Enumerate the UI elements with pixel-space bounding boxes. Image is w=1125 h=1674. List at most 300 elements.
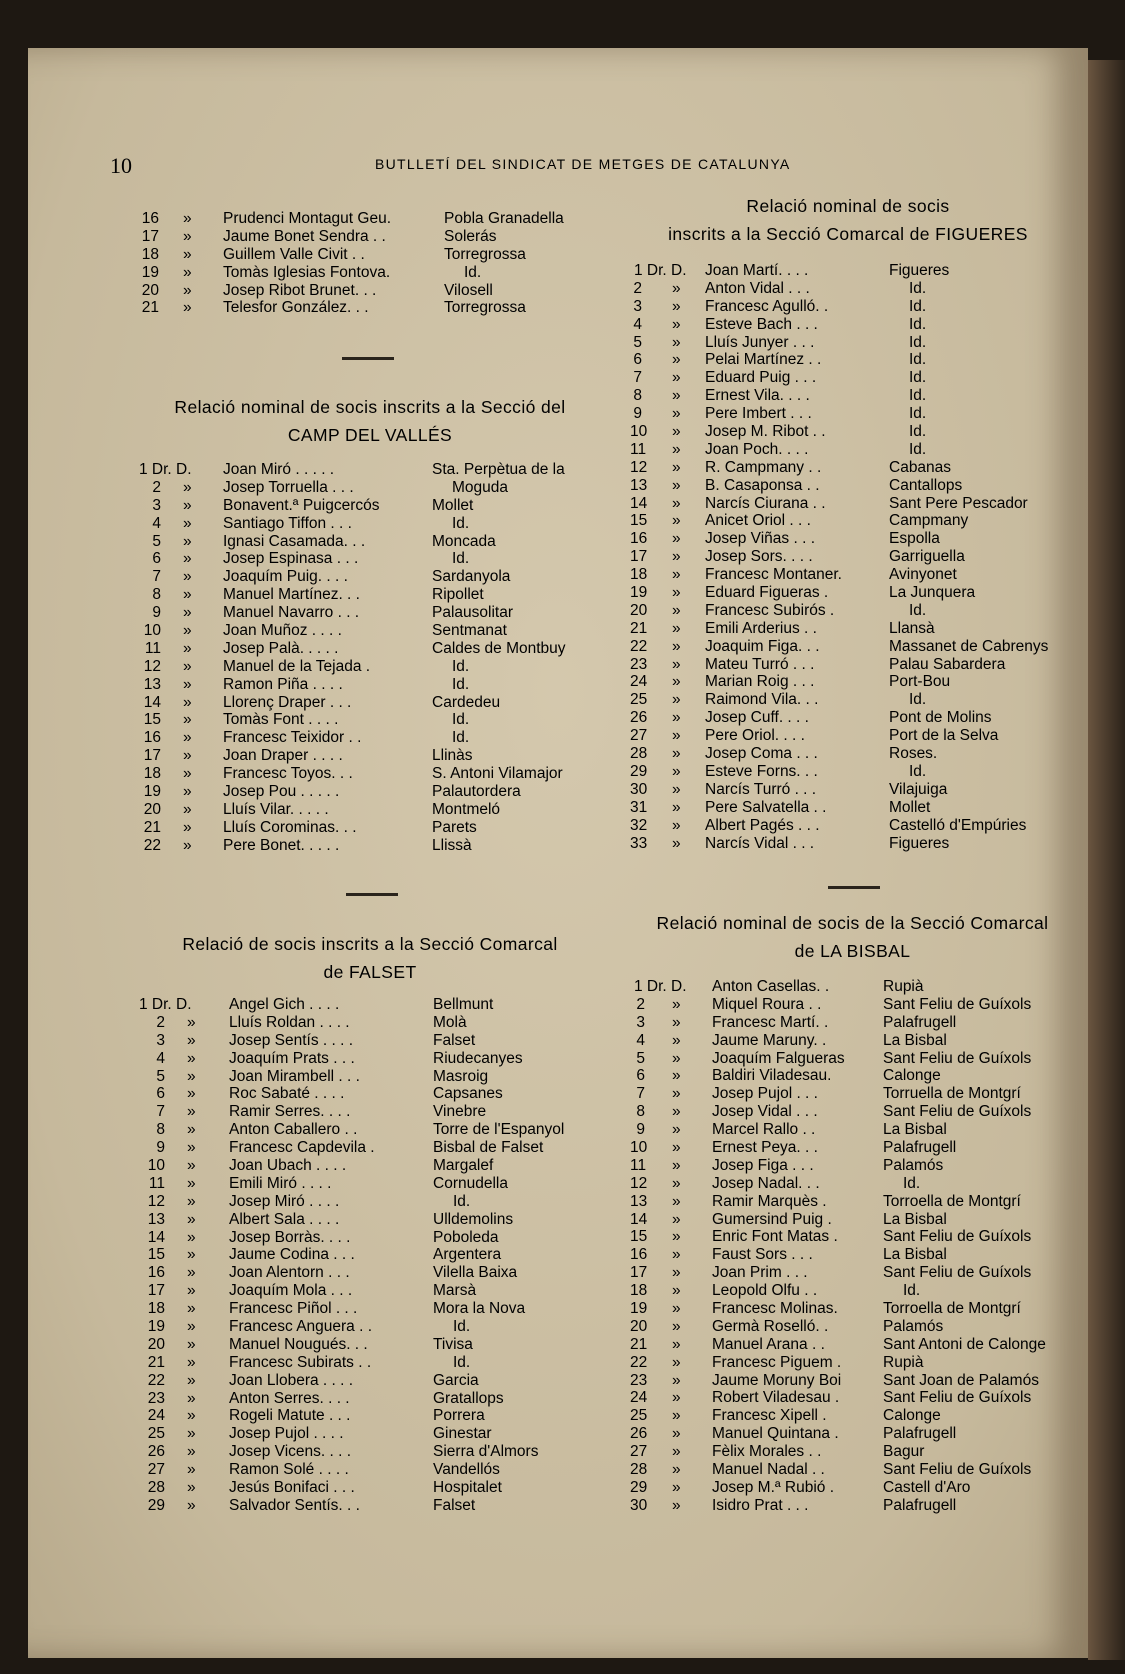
member-town: Sant Pere Pescador [889,494,1028,512]
member-name: Albert Sala . . . . [229,1210,340,1228]
member-row [630,602,1070,620]
member-name: Josep Ribot Brunet. . . [223,281,377,299]
member-name: Josep Pou . . . . . [223,783,340,801]
member-name: B. Casaponsa . . [705,476,820,494]
member-name: Anton Caballero . . [229,1121,358,1139]
ditto-mark: » [672,369,681,387]
member-name: Josep Palà. . . . . [223,639,339,657]
member-number: 13 [630,476,648,494]
member-name: Marian Roig . . . [705,673,815,691]
member-name: Eduard Figueras . [705,584,829,602]
member-name: Ramon Piña . . . . [223,675,343,693]
ditto-mark: » [672,1246,681,1264]
member-row [135,1050,605,1068]
member-number: 18 [143,765,161,783]
ditto-mark: » [187,1389,196,1407]
member-town: Castell d'Aro [883,1478,971,1496]
member-number: 21 [630,1335,648,1353]
ditto-mark: » [183,245,192,263]
member-town: Tivisa [433,1335,473,1353]
ditto-mark: » [672,1496,681,1514]
member-name: Ignasi Casamada. . . [223,532,366,550]
member-town: Mora la Nova [433,1300,526,1318]
member-row [630,727,1070,745]
ditto-mark: » [187,1353,196,1371]
member-row [630,996,1075,1014]
member-name: Josep Pujol . . . . [229,1425,344,1443]
member-town: Masroig [433,1067,489,1085]
member-name: Joan Ubach . . . . [229,1157,347,1175]
ditto-mark: » [672,1049,681,1067]
member-name: Jaume Bonet Sendra . . [223,227,386,245]
ditto-mark: » [187,1121,196,1139]
member-town: Id. [464,263,482,281]
member-name: Raimond Vila. . . [705,691,819,709]
member-row [630,584,1070,602]
member-town: Palamós [883,1317,944,1335]
member-town: Llansà [889,619,935,637]
member-town: Torregrossa [444,245,526,263]
member-row [135,264,605,282]
member-name: Josep Cuff. . . . [705,709,809,727]
member-name: Mateu Turró . . . [705,655,815,673]
member-number: 3 [152,496,161,514]
member-name: Francesc Subirats . . [229,1353,372,1371]
member-name: Josep Borràs. . . . [229,1228,351,1246]
ditto-mark: » [183,210,192,227]
member-row [135,1282,605,1300]
member-name: Bonavent.ª Puigcercós [223,496,380,514]
member-number: 7 [636,1085,645,1103]
member-number: 14 [630,494,648,512]
member-town: Sardanyola [432,568,511,586]
ditto-mark: » [183,711,192,729]
member-name: Santiago Tiffon . . . [223,514,352,532]
member-name: Miquel Roura . . [712,995,822,1013]
ditto-mark: » [187,1425,196,1443]
member-number: 2 [152,478,161,496]
member-number: 18 [147,1300,165,1318]
member-town: Id. [453,1353,471,1371]
member-row [630,1050,1075,1068]
ditto-mark: » [183,675,192,693]
member-row [135,1032,605,1050]
member-name: Josep Figa . . . [712,1156,814,1174]
member-number: 6 [152,550,161,568]
member-number: 1 Dr. D. [634,262,687,279]
member-name: Manuel Quintana . [712,1425,839,1443]
member-town: Torregrossa [444,299,526,317]
member-row [135,1318,605,1336]
member-town: Cornudella [433,1174,508,1192]
member-number: 31 [630,798,648,816]
member-row [630,459,1070,477]
ditto-mark: » [672,762,681,780]
member-name: Narcís Ciurana . . [705,494,826,512]
member-name: Josep Miró . . . . [229,1192,340,1210]
member-row [630,656,1070,674]
member-name: Esteve Forns. . . [705,762,818,780]
member-row [135,246,605,264]
ditto-mark: » [187,1103,196,1121]
member-number: 8 [156,1121,165,1139]
member-name: Joan Mirambell . . . [229,1067,360,1085]
ditto-mark: » [672,1156,681,1174]
member-town: Id. [452,514,470,532]
member-number: 12 [630,1174,648,1192]
member-row [630,1103,1075,1121]
member-row [630,298,1070,316]
member-row [630,512,1070,530]
member-name: Joan Draper . . . . [223,747,343,765]
member-number: 5 [152,532,161,550]
member-row [135,461,605,479]
member-number: 18 [630,1282,648,1300]
member-row [135,210,605,228]
member-name: Josep M.ª Rubió . [712,1478,835,1496]
member-number: 33 [630,834,648,852]
member-row [630,1246,1075,1264]
member-town: Id. [452,675,470,693]
member-number: 9 [152,604,161,622]
member-number: 29 [147,1496,165,1514]
member-town: Sant Feliu de Guíxols [883,1264,1032,1282]
ditto-mark: » [183,783,192,801]
member-town: Sant Feliu de Guíxols [883,995,1032,1013]
member-row [135,819,605,837]
section-title-line: inscrits a la Secció Comarcal de FIGUERES [668,224,1028,244]
ditto-mark: » [672,440,681,458]
member-town: Sta. Perpètua de la [432,461,565,478]
member-number: 25 [630,1407,648,1425]
member-row [630,835,1070,853]
member-town: Falset [433,1496,476,1514]
ditto-mark: » [187,1139,196,1157]
ditto-mark: » [672,1264,681,1282]
member-town: Capsanes [433,1085,503,1103]
member-number: 15 [147,1246,165,1264]
member-number: 24 [630,673,648,691]
member-name: Joaquím Mola . . . [229,1282,353,1300]
member-row [135,586,605,604]
member-name: Francesc Toyos. . . [223,765,353,783]
member-name: Telesfor González. . . [223,299,369,317]
member-name: Leopold Olfu . . [712,1282,818,1300]
member-row [135,711,605,729]
member-name: Salvador Sentís. . . [229,1496,360,1514]
member-name: Francesc Piguem . [712,1353,842,1371]
section-title-line: Relació de socis inscrits a la Secció Comarcal [182,934,558,954]
member-row [630,423,1070,441]
member-number: 23 [630,1371,648,1389]
member-number: 12 [630,458,648,476]
member-number: 15 [630,512,648,530]
member-number: 18 [630,566,648,584]
member-row [135,783,605,801]
member-number: 20 [143,800,161,818]
member-town: Vilajuiga [889,780,948,798]
member-name: Pere Salvatella . . [705,798,827,816]
member-number: 3 [156,1031,165,1049]
member-number: 24 [147,1407,165,1425]
member-row [135,694,605,712]
member-town: Figueres [889,834,950,852]
ditto-mark: » [672,333,681,351]
member-number: 1 Dr. D. [139,996,192,1013]
member-number: 9 [636,1121,645,1139]
member-name: Emili Arderius . . [705,619,817,637]
ditto-mark: » [183,532,192,550]
member-row [630,1425,1075,1443]
member-row [630,1389,1075,1407]
member-town: La Bisbal [883,1031,947,1049]
member-row [135,1300,605,1318]
member-row [135,515,605,533]
member-town: Palafrugell [883,1139,957,1157]
member-town: Figueres [889,262,950,279]
ditto-mark: » [187,1335,196,1353]
member-number: 16 [141,210,159,227]
ditto-mark: » [672,1121,681,1139]
member-name: Lluís Corominas. . . [223,818,357,836]
member-number: 20 [630,1317,648,1335]
ditto-mark: » [187,1264,196,1282]
member-row [630,280,1070,298]
section-title-camp-del-valles [135,393,605,449]
member-number: 17 [147,1282,165,1300]
member-name: Josep Nadal. . . [712,1174,820,1192]
member-name: Joaquim Figa. . . [705,637,820,655]
member-row [135,729,605,747]
member-row [135,228,605,246]
ditto-mark: » [672,1210,681,1228]
ditto-mark: » [672,584,681,602]
ditto-mark: » [187,1496,196,1514]
member-town: Id. [909,369,927,387]
member-name: Joan Martí. . . . [705,262,809,279]
member-number: 4 [152,514,161,532]
ditto-mark: » [672,1407,681,1425]
member-row [135,1497,605,1515]
ditto-mark: » [183,818,192,836]
member-town: Vandellós [433,1461,500,1479]
member-row [135,837,605,855]
member-number: 16 [630,530,648,548]
member-number: 20 [147,1335,165,1353]
member-name: Josep Sors. . . . [705,548,813,566]
member-name: Germà Roselló. . [712,1317,829,1335]
member-row [630,548,1070,566]
member-town: Vilella Baixa [433,1264,518,1282]
member-town: Id. [909,297,927,315]
ditto-mark: » [187,1407,196,1425]
section-divider [346,893,398,896]
member-number: 27 [630,1443,648,1461]
member-number: 20 [141,281,159,299]
member-town: Caldes de Montbuy [432,639,566,657]
member-number: 21 [147,1353,165,1371]
member-name: Tomàs Font . . . . [223,711,339,729]
member-number: 12 [147,1192,165,1210]
member-name: Pere Bonet. . . . . [223,836,340,854]
ditto-mark: » [672,1139,681,1157]
member-number: 17 [630,548,648,566]
member-name: Lluís Vilar. . . . . [223,800,329,818]
member-name: Pelai Martínez . . [705,351,822,369]
ditto-mark: » [187,1318,196,1336]
member-town: Sant Feliu de Guíxols [883,1049,1032,1067]
member-town: Palafrugell [883,1496,957,1514]
member-number: 27 [147,1461,165,1479]
member-number: 7 [152,568,161,586]
member-name: Francesc Piñol . . . [229,1300,358,1318]
member-row [630,1461,1075,1479]
member-town: Id. [909,351,927,369]
member-town: Rupià [883,1353,924,1371]
member-number: 13 [143,675,161,693]
member-row [135,747,605,765]
member-town: Cabanas [889,458,952,476]
member-number: 3 [636,1013,645,1031]
ditto-mark: » [187,1174,196,1192]
member-row [630,978,1075,996]
member-row [135,1193,605,1211]
member-row [135,1479,605,1497]
member-row [630,477,1070,495]
member-name: Francesc Agulló. . [705,297,829,315]
member-number: 11 [630,440,647,458]
member-town: Mollet [889,798,931,816]
member-number: 22 [143,836,161,854]
ditto-mark: » [672,1013,681,1031]
member-row [630,1228,1075,1246]
ditto-mark: » [672,1282,681,1300]
member-town: Sant Antoni de Calonge [883,1335,1046,1353]
ditto-mark: » [183,281,192,299]
member-town: Riudecanyes [433,1049,523,1067]
ditto-mark: » [187,1461,196,1479]
ditto-mark: » [187,1049,196,1067]
ditto-mark: » [672,709,681,727]
member-town: Sentmanat [432,622,507,640]
member-number: 22 [147,1371,165,1389]
member-town: Port-Bou [889,673,951,691]
member-row [630,441,1070,459]
member-town: Cantallops [889,476,963,494]
member-row [135,996,605,1014]
member-town: Sant Feliu de Guíxols [883,1228,1032,1246]
member-row [630,1407,1075,1425]
running-header: BUTLLETÍ DEL SINDICAT DE METGES DE CATALUNYA [375,156,791,172]
member-town: Torroella de Montgrí [883,1300,1021,1318]
member-name: Lluís Junyer . . . [705,333,815,351]
member-name: Francesc Capdevila . [229,1139,375,1157]
member-town: Sant Feliu de Guíxols [883,1461,1032,1479]
member-name: Jaume Codina . . . [229,1246,355,1264]
member-town: Torroella de Montgrí [883,1192,1021,1210]
member-row [630,351,1070,369]
ditto-mark: » [672,691,681,709]
ditto-mark: » [672,727,681,745]
member-name: Ramir Marquès . [712,1192,827,1210]
member-town: Parets [432,818,477,836]
section-title-la-bisbal [625,909,1080,965]
section-title-line: Relació nominal de socis inscrits a la Secció del [174,397,566,417]
section-title-line: de FALSET [323,962,417,982]
book-binding [1088,60,1125,1660]
ditto-mark: » [672,279,681,297]
member-town: Id. [909,423,927,441]
member-number: 16 [143,729,161,747]
member-row [630,799,1070,817]
section-title-falset [135,930,605,986]
member-town: Palautordera [432,783,521,801]
member-town: Id. [903,1282,921,1300]
member-number: 30 [630,1496,648,1514]
member-row [135,1121,605,1139]
member-town: Palau Sabardera [889,655,1006,673]
member-town: Porrera [433,1407,485,1425]
member-row [630,1443,1075,1461]
member-town: Roses. [889,745,938,763]
member-town: Calonge [883,1407,941,1425]
member-name: Esteve Bach . . . [705,315,818,333]
ditto-mark: » [183,693,192,711]
member-number: 5 [636,1049,645,1067]
member-number: 10 [630,1139,648,1157]
member-row [630,1318,1075,1336]
ditto-mark: » [183,550,192,568]
member-town: La Bisbal [883,1121,947,1139]
member-row [135,658,605,676]
member-number: 25 [630,691,648,709]
ditto-mark: » [187,1282,196,1300]
member-number: 4 [156,1049,165,1067]
member-row [630,495,1070,513]
member-name: Josep Espinasa . . . [223,550,359,568]
ditto-mark: » [672,297,681,315]
member-town: Pobla Granadella [444,210,564,227]
member-town: Id. [909,315,927,333]
member-town: Id. [452,729,470,747]
member-town: Molà [433,1013,467,1031]
member-list-continuation [135,210,605,317]
member-name: Albert Pagés . . . [705,816,820,834]
ditto-mark: » [672,995,681,1013]
member-row [630,1193,1075,1211]
member-name: Francesc Anguera . . [229,1318,373,1336]
member-number: 19 [143,783,161,801]
member-name: Joan Prim . . . [712,1264,808,1282]
member-name: Marcel Rallo . . [712,1121,816,1139]
member-town: Sant Feliu de Guíxols [883,1103,1032,1121]
member-name: Josep Coma . . . [705,745,818,763]
ditto-mark: » [672,601,681,619]
member-number: 17 [141,227,159,245]
ditto-mark: » [672,1317,681,1335]
member-town: Id. [452,711,470,729]
member-town: Ginestar [433,1425,492,1443]
member-row [135,1461,605,1479]
member-town: Montmeló [432,800,501,818]
member-name: Jaume Moruny Boi [712,1371,842,1389]
member-town: Id. [452,550,470,568]
member-number: 7 [633,369,642,387]
member-town: Palamós [883,1156,944,1174]
member-town: Torruella de Montgrí [883,1085,1021,1103]
member-town: Torre de l'Espanyol [433,1121,565,1139]
member-name: Josep Vicens. . . . [229,1443,352,1461]
